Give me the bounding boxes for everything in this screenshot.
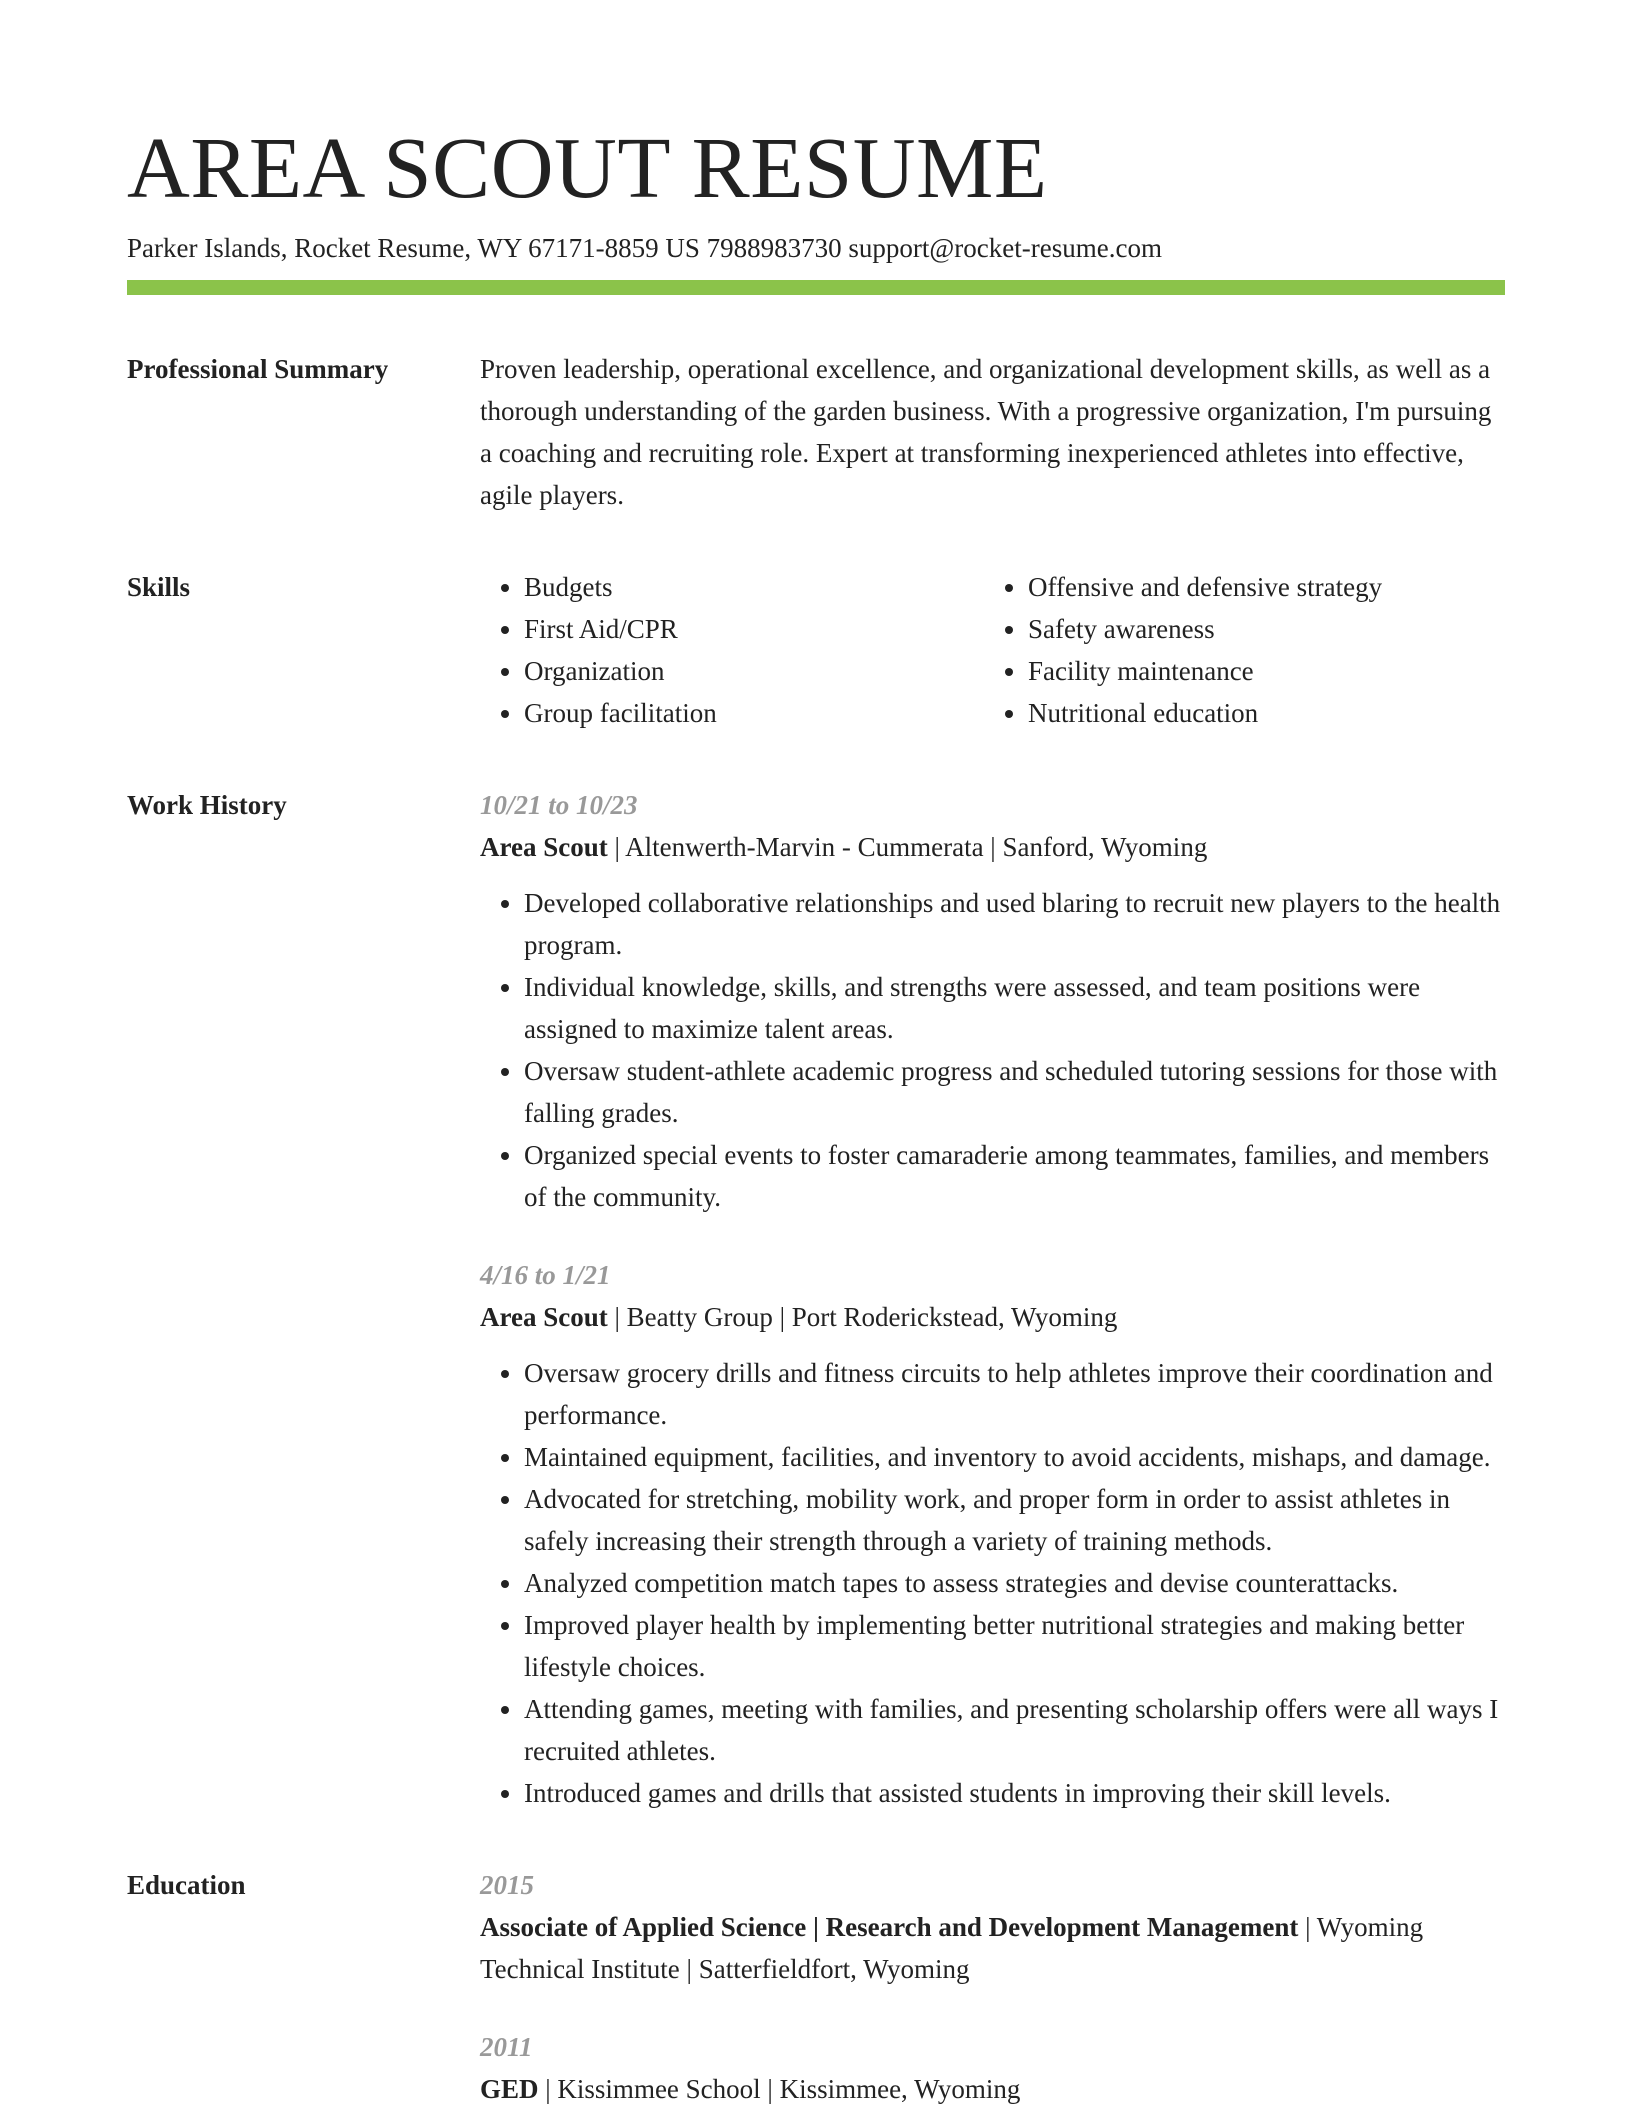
skills-list-left: [480, 566, 984, 734]
duty-item: • Oversaw student-athlete academic progress and scheduled tutoring sessions for those with falling grades.: [524, 1050, 1505, 1134]
education-line: [480, 2068, 1505, 2110]
job-duties: [480, 1352, 1505, 1814]
skill-item: • Offensive and defensive strategy: [1028, 566, 1382, 608]
education-line: [480, 1906, 1505, 1990]
education-year: 2015: [480, 1870, 534, 1900]
work-history-section: [127, 784, 1505, 1814]
job-title: Area Scout: [480, 832, 608, 862]
skills-section: [127, 566, 1505, 734]
resume-page: [127, 118, 1505, 2110]
education-entry: [480, 1864, 1505, 1990]
duty-item: • Improved player health by implementing better nutritional strategies and making better lifestyle choices.: [524, 1604, 1505, 1688]
skill-item: • Group facilitation: [524, 692, 984, 734]
job-entry: [480, 784, 1505, 1218]
education-degree: Associate of Applied Science | Research and Development Management: [480, 1912, 1299, 1942]
education-section: [127, 1864, 1505, 2110]
summary-text: Proven leadership, operational excellence, and organizational development skills, as well as a thorough understanding of the garden business. With a progressive organization, I'm pursuing a coaching and recruiting role. Expert at transforming inexperienced athletes into effective, agile players.: [480, 354, 1492, 510]
duty-item: • Analyzed competition match tapes to assess strategies and devise counterattacks.: [524, 1562, 1505, 1604]
contact-phone: 7988983730: [706, 233, 842, 263]
duty-item: • Advocated for stretching, mobility work, and proper form in order to assist athletes in safely increasing their strength through a variety of training methods.: [524, 1478, 1505, 1562]
job-details: | Altenwerth-Marvin - Cummerata | Sanford, Wyoming: [607, 832, 1208, 862]
skills-heading: Skills: [127, 572, 191, 602]
skill-item: • Nutritional education: [1028, 692, 1382, 734]
education-heading: Education: [127, 1870, 246, 1900]
education-details: | Wyoming Technical Institute | Satterfieldfort, Wyoming: [480, 1912, 1424, 1984]
skill-item: • Facility maintenance: [1028, 650, 1382, 692]
skill-item: • Organization: [524, 650, 984, 692]
summary-heading: Professional Summary: [127, 354, 389, 384]
job-title: Area Scout: [480, 1302, 608, 1332]
job-entry: [480, 1254, 1505, 1814]
job-details: | Beatty Group | Port Roderickstead, Wyoming: [607, 1302, 1118, 1332]
job-duties: [480, 882, 1505, 1218]
job-date: 10/21 to 10/23: [480, 790, 638, 820]
skill-item: • Budgets: [524, 566, 984, 608]
duty-item: • Maintained equipment, facilities, and inventory to avoid accidents, mishaps, and damage.: [524, 1436, 1505, 1478]
job-header: [480, 1296, 1505, 1338]
job-header: [480, 826, 1505, 868]
job-date: 4/16 to 1/21: [480, 1260, 611, 1290]
education-details: | Kissimmee School | Kissimmee, Wyoming: [538, 2074, 1021, 2104]
skills-list-right: [984, 566, 1382, 734]
contact-email: support@rocket-resume.com: [848, 233, 1162, 263]
duty-item: • Introduced games and drills that assisted students in improving their skill levels.: [524, 1772, 1505, 1814]
duty-item: • Developed collaborative relationships and used blaring to recruit new players to the health program.: [524, 882, 1505, 966]
duty-item: • Individual knowledge, skills, and strengths were assessed, and team positions were assigned to maximize talent areas.: [524, 966, 1505, 1050]
contact-line: [127, 230, 1505, 266]
resume-title: AREA SCOUT RESUME: [127, 119, 1048, 216]
work-history-heading: Work History: [127, 790, 287, 820]
summary-section: [127, 348, 1505, 516]
duty-item: • Oversaw grocery drills and fitness circuits to help athletes improve their coordination and performance.: [524, 1352, 1505, 1436]
education-degree: GED: [480, 2074, 539, 2104]
skill-item: • First Aid/CPR: [524, 608, 984, 650]
education-year: 2011: [480, 2032, 533, 2062]
contact-address: Parker Islands, Rocket Resume, WY 67171-8859 US: [127, 233, 700, 263]
header-divider: [127, 280, 1505, 295]
skill-item: • Safety awareness: [1028, 608, 1382, 650]
duty-item: • Organized special events to foster camaraderie among teammates, families, and members of the community.: [524, 1134, 1505, 1218]
education-entry: [480, 2026, 1505, 2110]
duty-item: • Attending games, meeting with families, and presenting scholarship offers were all ways I recruited athletes.: [524, 1688, 1505, 1772]
